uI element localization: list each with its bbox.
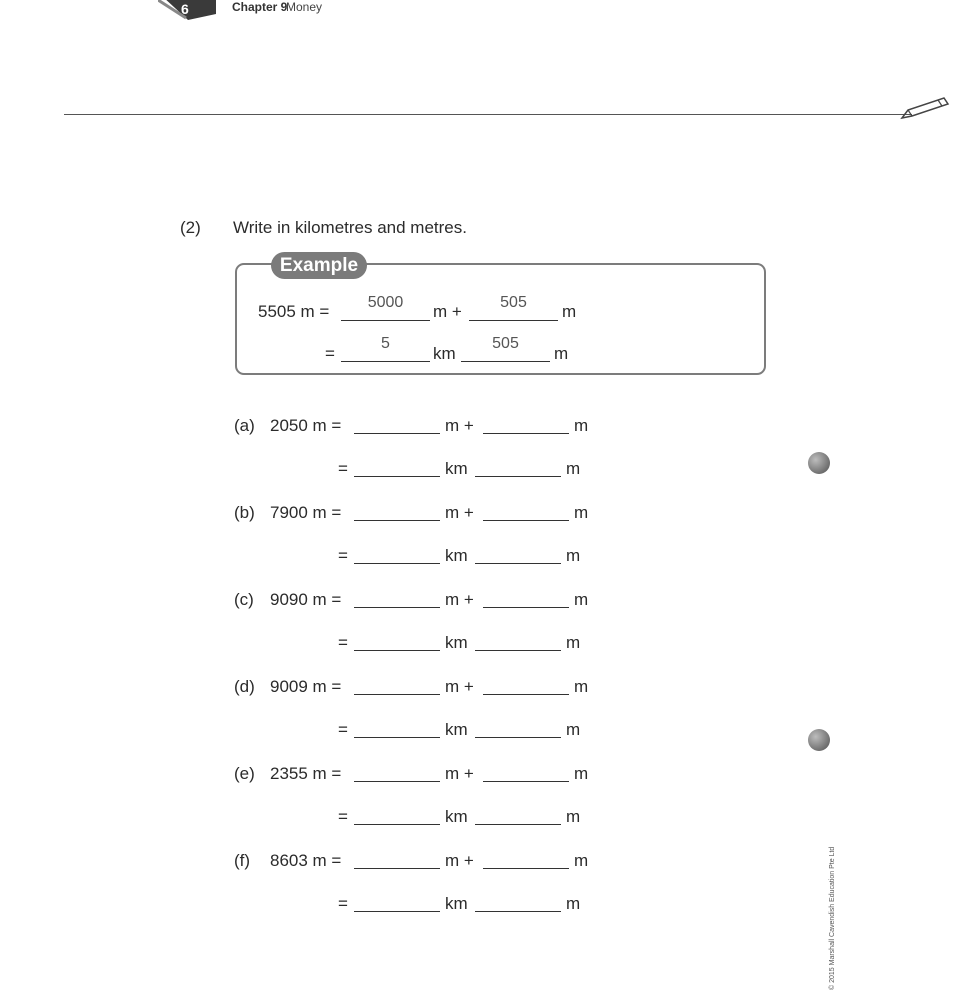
unit-m: m bbox=[574, 503, 589, 522]
pencil-icon bbox=[900, 96, 950, 122]
exercise-label: (f) bbox=[234, 851, 251, 870]
answer-blank-km[interactable] bbox=[354, 650, 440, 651]
unit-m: m bbox=[574, 851, 589, 870]
answer-blank-m2[interactable] bbox=[483, 781, 569, 782]
exercise-value: 2355 m = bbox=[270, 764, 342, 783]
unit-m-plus: m + bbox=[445, 416, 474, 435]
equals-sign: = bbox=[338, 633, 348, 652]
chapter-title: Money bbox=[286, 0, 323, 14]
example-blank-km bbox=[341, 361, 430, 362]
exercise-value: 2050 m = bbox=[270, 416, 342, 435]
example-equals: = bbox=[325, 344, 335, 363]
exercise-value: 8603 m = bbox=[270, 851, 342, 870]
answer-blank-m3[interactable] bbox=[475, 476, 561, 477]
exercise-label: (e) bbox=[234, 764, 255, 783]
example-blank-m1 bbox=[341, 320, 430, 321]
unit-m: m bbox=[574, 590, 589, 609]
punch-hole bbox=[808, 729, 830, 751]
equals-sign: = bbox=[338, 720, 348, 739]
answer-blank-m3[interactable] bbox=[475, 563, 561, 564]
example-unit-km: km bbox=[433, 344, 456, 363]
answer-blank-m1[interactable] bbox=[354, 433, 440, 434]
answer-blank-m1[interactable] bbox=[354, 694, 440, 695]
question-number: (2) bbox=[180, 218, 201, 237]
question-text: Write in kilometres and metres. bbox=[233, 218, 467, 237]
answer-blank-m1[interactable] bbox=[354, 607, 440, 608]
exercise-label: (d) bbox=[234, 677, 255, 696]
equals-sign: = bbox=[338, 546, 348, 565]
answer-blank-km[interactable] bbox=[354, 737, 440, 738]
unit-m: m bbox=[574, 677, 589, 696]
answer-blank-m3[interactable] bbox=[475, 824, 561, 825]
example-fill-m2: 505 bbox=[500, 294, 527, 311]
answer-blank-km[interactable] bbox=[354, 911, 440, 912]
answer-blank-m2[interactable] bbox=[483, 694, 569, 695]
unit-km: km bbox=[445, 720, 468, 739]
unit-m: m bbox=[566, 720, 581, 739]
equals-sign: = bbox=[338, 459, 348, 478]
unit-m-plus: m + bbox=[445, 764, 474, 783]
answer-blank-m2[interactable] bbox=[483, 868, 569, 869]
page-rule bbox=[64, 114, 912, 115]
example-unit-m: m bbox=[562, 302, 577, 321]
answer-blank-m2[interactable] bbox=[483, 433, 569, 434]
chapter-badge bbox=[158, 0, 220, 20]
unit-km: km bbox=[445, 807, 468, 826]
example-unit-m2: m bbox=[554, 344, 569, 363]
answer-blank-km[interactable] bbox=[354, 824, 440, 825]
unit-m: m bbox=[566, 546, 581, 565]
unit-km: km bbox=[445, 894, 468, 913]
unit-m: m bbox=[574, 416, 589, 435]
example-tab: Example bbox=[271, 252, 367, 279]
answer-blank-m3[interactable] bbox=[475, 911, 561, 912]
equals-sign: = bbox=[338, 894, 348, 913]
unit-m-plus: m + bbox=[445, 851, 474, 870]
unit-km: km bbox=[445, 546, 468, 565]
example-fill-m3: 505 bbox=[492, 335, 519, 352]
unit-m: m bbox=[574, 764, 589, 783]
example-value: 5505 m = bbox=[258, 302, 330, 321]
unit-m-plus: m + bbox=[445, 590, 474, 609]
answer-blank-m1[interactable] bbox=[354, 868, 440, 869]
unit-m: m bbox=[566, 807, 581, 826]
chapter-badge-number: 6 bbox=[181, 1, 189, 17]
copyright: © 2015 Marshall Cavendish Education Pte Ltd bbox=[829, 846, 836, 990]
answer-blank-m1[interactable] bbox=[354, 781, 440, 782]
answer-blank-m3[interactable] bbox=[475, 650, 561, 651]
exercise-label: (b) bbox=[234, 503, 255, 522]
equals-sign: = bbox=[338, 807, 348, 826]
answer-blank-m1[interactable] bbox=[354, 520, 440, 521]
punch-hole bbox=[808, 452, 830, 474]
unit-m: m bbox=[566, 459, 581, 478]
answer-blank-m2[interactable] bbox=[483, 520, 569, 521]
unit-m: m bbox=[566, 633, 581, 652]
answer-blank-km[interactable] bbox=[354, 563, 440, 564]
unit-m-plus: m + bbox=[445, 677, 474, 696]
chapter-label: Chapter 9 bbox=[232, 0, 288, 14]
exercise-value: 9009 m = bbox=[270, 677, 342, 696]
example-fill-m1: 5000 bbox=[367, 294, 404, 311]
unit-km: km bbox=[445, 633, 468, 652]
example-unit-m-plus: m + bbox=[433, 302, 462, 321]
exercise-label: (c) bbox=[234, 590, 254, 609]
answer-blank-m3[interactable] bbox=[475, 737, 561, 738]
unit-km: km bbox=[445, 459, 468, 478]
unit-m: m bbox=[566, 894, 581, 913]
unit-m-plus: m + bbox=[445, 503, 474, 522]
answer-blank-m2[interactable] bbox=[483, 607, 569, 608]
example-fill-km: 5 bbox=[381, 335, 390, 352]
exercise-value: 7900 m = bbox=[270, 503, 342, 522]
exercise-label: (a) bbox=[234, 416, 255, 435]
answer-blank-km[interactable] bbox=[354, 476, 440, 477]
example-blank-m2 bbox=[469, 320, 558, 321]
example-blank-m3 bbox=[461, 361, 550, 362]
exercise-value: 9090 m = bbox=[270, 590, 342, 609]
